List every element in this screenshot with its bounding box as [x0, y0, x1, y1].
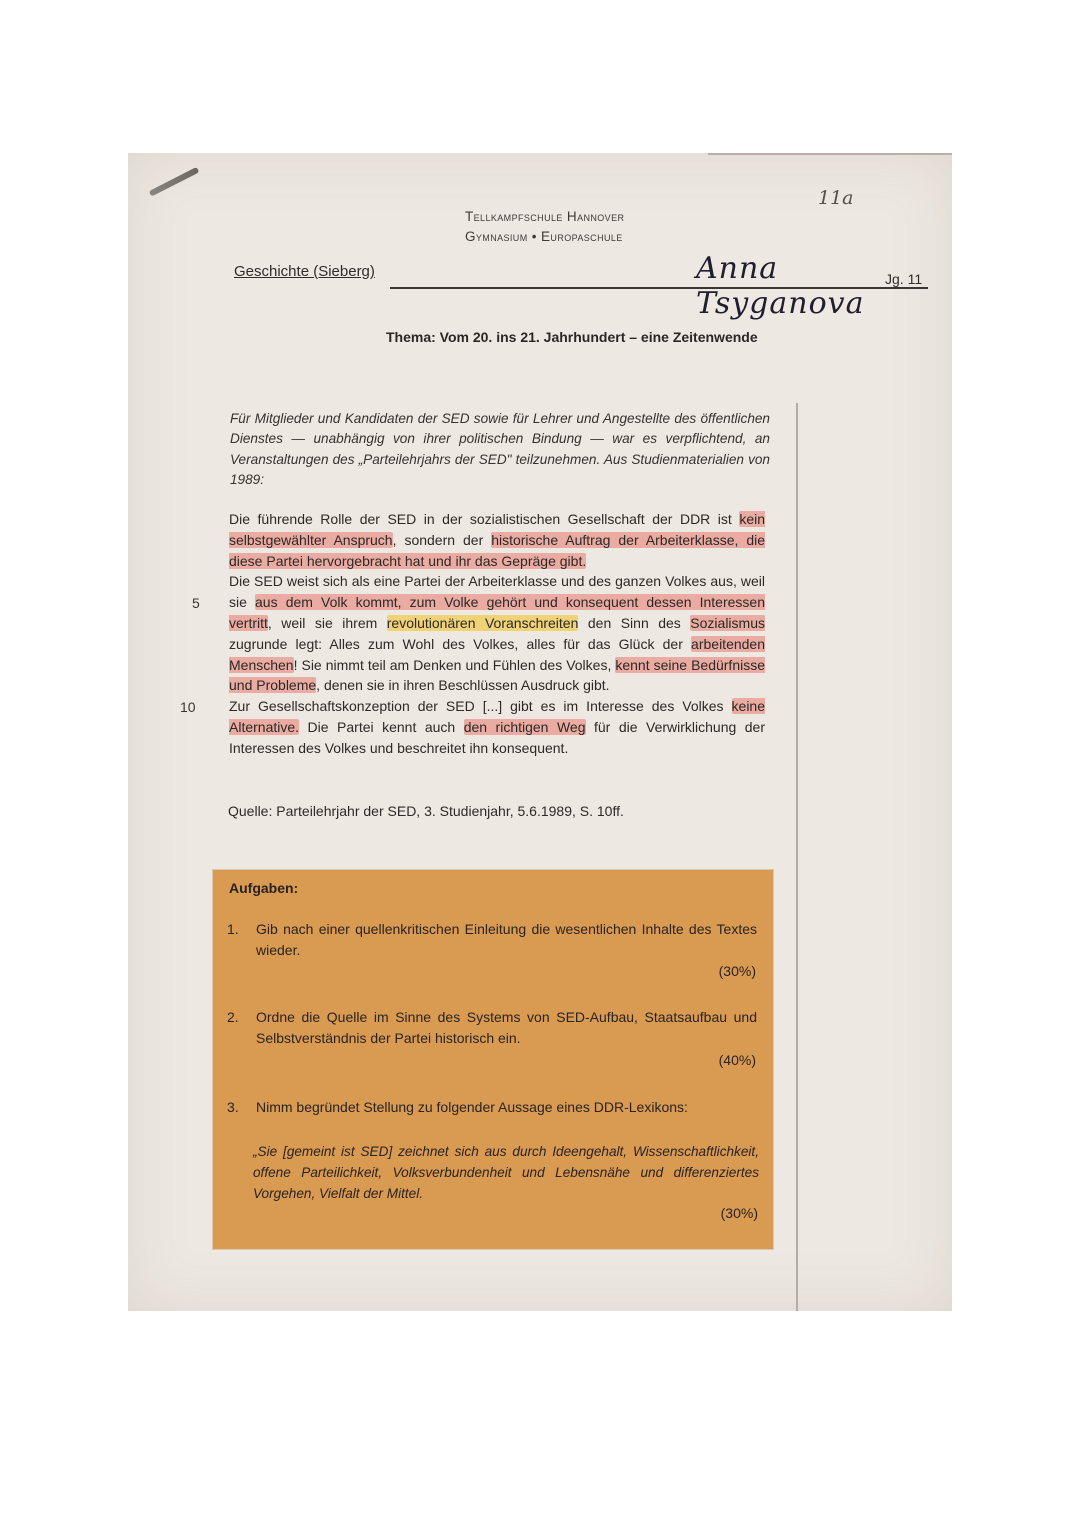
highlighted-phrase: Sozialismus: [690, 614, 765, 631]
grade-label: Jg. 11: [885, 271, 923, 287]
worksheet-page: [128, 153, 952, 1311]
source-citation: Quelle: Parteilehrjahr der SED, 3. Studienjahr, 5.6.1989, S. 10ff.: [228, 803, 624, 819]
highlighted-phrase: aus dem Volk kommt, zum Volke gehört und konsequent dessen Interessen vertritt: [229, 594, 765, 631]
source-text: [229, 509, 765, 759]
highlighted-phrase: den richtigen Weg: [463, 718, 586, 735]
source-text-segment: , sondern der: [392, 531, 492, 548]
subject-label: Geschichte (Sieberg): [234, 263, 375, 280]
page-title: Thema: Vom 20. ins 21. Jahrhundert – eine Zeitenwende: [386, 329, 758, 345]
source-text-segment: Die führende Rolle der SED in der sozialistischen Gesellschaft der DDR ist: [229, 511, 740, 527]
margin-line: [796, 403, 798, 1311]
school-type: Gymnasium • Europaschule: [465, 229, 623, 244]
highlighted-phrase: arbeitenden Menschen: [229, 635, 765, 673]
source-text-segment: zugrunde legt: Alles zum Wohl des Volkes, alles für das Glück der: [229, 635, 692, 652]
task-text: Gib nach einer quellenkritischen Einleitung die wesentlichen Inhalte des Textes wieder.: [256, 921, 757, 958]
source-text-segment: den Sinn des: [578, 614, 691, 631]
task-text: Nimm begründet Stellung zu folgender Aussage eines DDR-Lexikons:: [256, 1099, 688, 1115]
task-number: 2.: [227, 1009, 239, 1025]
source-text-segment: Die Partei kennt auch: [299, 718, 464, 735]
tasks-heading: Aufgaben:: [229, 880, 299, 896]
task-text: Ordne die Quelle im Sinne des Systems von SED-Aufbau, Staatsaufbau und Selbstverständnis der Partei historisch ein.: [256, 1009, 757, 1046]
school-header: [465, 207, 624, 247]
task-weight: (40%): [718, 1052, 756, 1068]
page-top-edge: [708, 153, 952, 155]
source-introduction: Für Mitglieder und Kandidaten der SED sowie für Lehrer und Angestellte des öffentlichen Dienstes — unabhängig von ihrer politischen Bindung — war es verpflichtend, an Veranstaltungen des „Parteilehrjahrs der SED" teilzunehmen. Aus Studienmaterialien von 1989:: [230, 411, 770, 488]
source-text-segment: , denen sie in ihren Beschlüssen Ausdruck gibt.: [316, 677, 610, 694]
school-name: Tellkampfschule Hannover: [465, 209, 625, 224]
task-weight: (30%): [718, 963, 756, 979]
line-number: 5: [192, 595, 200, 611]
highlighted-phrase: kennt seine Bedürfnisse und Probleme: [229, 656, 765, 694]
student-name-handwritten: Anna Tsyganova: [696, 251, 865, 321]
highlighted-phrase: keine Alternative.: [229, 698, 765, 735]
source-text-segment: Die SED weist sich als eine Partei der Arbeiterklasse und des ganzen Volkes aus, weil sie: [229, 573, 765, 611]
line-number: 10: [180, 699, 196, 715]
pencil-mark: [149, 167, 200, 197]
source-text-segment: , weil sie ihrem: [267, 614, 387, 631]
task-quote: „Sie [gemeint ist SED] zeichnet sich aus durch Ideengehalt, Wissenschaftlichkeit, offene Parteilichkeit, Volksverbundenheit und Lebensnähe und differenziertes Vorgehen, Vielfalt der Mittel.: [253, 1144, 759, 1201]
source-text-segment: für die Verwirklichung der Interessen des Volkes und beschreitet ihn konsequent.: [229, 718, 765, 756]
highlighted-phrase: historische Auftrag der Arbeiterklasse, die diese Partei hervorgebracht hat und ihr das Gepräge gibt.: [229, 531, 766, 569]
tasks-box: [213, 870, 773, 1249]
source-text-segment: Zur Gesellschaftskonzeption der SED [...] gibt es im Interesse des Volkes: [229, 698, 732, 715]
task-weight: (30%): [720, 1205, 758, 1221]
class-mark-handwritten: 11a: [818, 187, 854, 209]
task-number: 1.: [227, 921, 239, 937]
highlighted-phrase-yellow: revolutionären Voranschreiten: [386, 614, 579, 631]
highlighted-phrase: kein selbstgewählter Anspruch: [229, 511, 765, 548]
task-number: 3.: [227, 1099, 239, 1115]
source-text-segment: ! Sie nimmt teil am Denken und Fühlen des Volkes,: [293, 656, 616, 673]
